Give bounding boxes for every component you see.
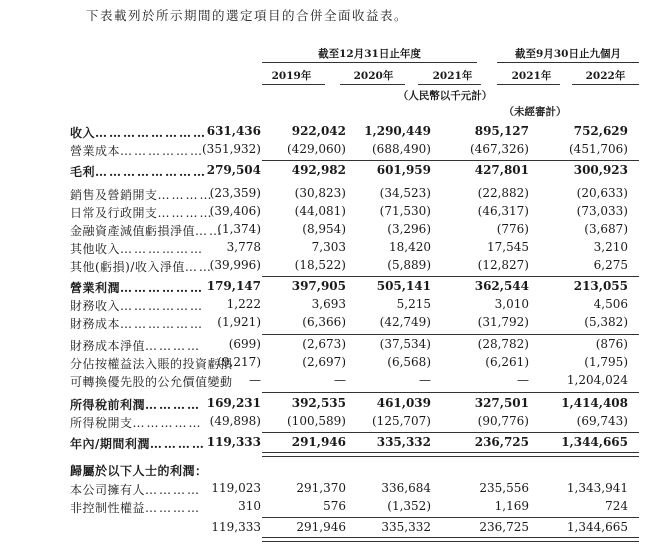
cell-value: 179,147 xyxy=(206,279,261,293)
row-label: 日常及行政開支………… xyxy=(70,206,214,220)
table-row-attributable-heading xyxy=(0,462,656,480)
cell-value: (3,687) xyxy=(584,222,628,236)
row-label: 銷售及營銷開支………… xyxy=(70,188,214,202)
cell-value: 576 xyxy=(323,499,346,513)
cell-value: (2,697) xyxy=(302,355,346,369)
row-label: 所得稅前利潤………… xyxy=(70,398,202,412)
cell-value: 5,215 xyxy=(396,297,431,311)
cell-value: (3,296) xyxy=(387,222,431,236)
cell-value: 1,414,408 xyxy=(561,396,628,410)
table-row-selling-expenses xyxy=(0,186,656,204)
header-group-year-ended: 截至12月31日止年度 xyxy=(318,48,421,60)
cell-value: 427,801 xyxy=(474,163,529,177)
cell-value: 291,946 xyxy=(296,520,346,534)
cell-value: (6,261) xyxy=(485,355,529,369)
table-row-non-controlling xyxy=(0,499,656,517)
header-underline-2021 xyxy=(418,84,481,85)
cell-value: 18,420 xyxy=(389,240,431,254)
cell-value: 492,982 xyxy=(291,163,346,177)
table-row-cost-of-sales xyxy=(0,142,656,160)
unit-note: （人民幣以千元計） xyxy=(397,90,493,102)
cell-value: 4,506 xyxy=(593,297,628,311)
cell-value: (34,523) xyxy=(379,186,431,200)
cell-value: 336,684 xyxy=(381,481,431,495)
cell-value: 236,725 xyxy=(474,435,529,449)
cell-value: 7,303 xyxy=(311,240,346,254)
cell-value: 1,222 xyxy=(226,297,261,311)
cell-value: (12,827) xyxy=(477,258,529,272)
table-row-finance-income xyxy=(0,297,656,315)
header-underline-2022 xyxy=(572,84,639,85)
row-label: 分佔按權益法入賬的投資虧損 xyxy=(70,357,233,371)
cell-value: — xyxy=(334,373,346,387)
cell-value: 213,055 xyxy=(573,279,628,293)
cell-value: (28,782) xyxy=(477,337,529,351)
cell-value: 291,370 xyxy=(296,481,346,495)
header-underline-2019 xyxy=(262,84,325,85)
row-label: 其他收入……………… xyxy=(70,242,205,256)
cell-value: — xyxy=(517,373,529,387)
table-row-share-of-losses xyxy=(0,355,656,373)
cell-value: (69,743) xyxy=(576,414,628,428)
cell-value: 300,923 xyxy=(573,163,628,177)
cell-value: (1,374) xyxy=(217,222,261,236)
cell-value: 3,778 xyxy=(226,240,261,254)
row-label: 收入…………………… xyxy=(70,126,208,140)
cell-value: 1,204,024 xyxy=(566,373,628,387)
cell-value: 1,343,941 xyxy=(566,481,628,495)
cell-value: (23,359) xyxy=(209,186,261,200)
header-group-1-underline xyxy=(262,62,477,63)
header-underline-2021-nm xyxy=(497,84,560,85)
cell-value: (39,406) xyxy=(209,204,261,218)
cell-value: (776) xyxy=(496,222,529,236)
row-label: 可轉換優先股的公允價值變動 xyxy=(70,375,233,389)
cell-value: 505,141 xyxy=(376,279,431,293)
table-row-other-income xyxy=(0,240,656,258)
cell-value: (876) xyxy=(595,337,628,351)
subtotal-rule-3 xyxy=(262,334,639,335)
cell-value: 291,946 xyxy=(291,435,346,449)
total-double-rule-2 xyxy=(262,537,639,542)
row-label: 年內/期間利潤………… xyxy=(70,437,206,451)
row-label: 本公司擁有人………… xyxy=(70,483,202,497)
table-row-total-attributable xyxy=(0,520,656,538)
cell-value: (451,706) xyxy=(569,142,628,156)
cell-value: 17,545 xyxy=(487,240,529,254)
cell-value: (6,366) xyxy=(302,315,346,329)
cell-value: 119,333 xyxy=(206,435,261,449)
cell-value: (6,568) xyxy=(387,355,431,369)
row-label: 其他(虧損)/收入淨值…… xyxy=(70,260,213,274)
cell-value: 236,725 xyxy=(479,520,529,534)
cell-value: (5,382) xyxy=(584,315,628,329)
table-row-other-losses xyxy=(0,258,656,276)
total-double-rule-1 xyxy=(262,452,639,457)
cell-value: 461,039 xyxy=(376,396,431,410)
cell-value: (46,317) xyxy=(477,204,529,218)
cell-value: (49,898) xyxy=(209,414,261,428)
cell-value: 6,275 xyxy=(593,258,628,272)
subtotal-rule-5 xyxy=(262,432,639,433)
row-label: 毛利…………………… xyxy=(70,165,208,179)
header-year-2019: 2019年 xyxy=(271,70,312,82)
table-row-admin-expenses xyxy=(0,204,656,222)
cell-value: (9,217) xyxy=(217,355,261,369)
cell-value: 235,556 xyxy=(479,481,529,495)
subtotal-rule-1 xyxy=(262,160,639,161)
cell-value: (100,589) xyxy=(287,414,346,428)
cell-value: 631,436 xyxy=(206,124,261,138)
cell-value: 1,290,449 xyxy=(364,124,431,138)
table-row-fair-value-changes xyxy=(0,373,656,391)
cell-value: (73,033) xyxy=(576,204,628,218)
table-row-operating-profit xyxy=(0,279,656,297)
cell-value: — xyxy=(249,373,261,387)
cell-value: (1,795) xyxy=(584,355,628,369)
unaudited-note: （未經審計） xyxy=(503,106,567,118)
table-row-net-finance-costs xyxy=(0,337,656,355)
cell-value: 392,535 xyxy=(291,396,346,410)
cell-value: 724 xyxy=(605,499,628,513)
cell-value: 1,344,665 xyxy=(561,435,628,449)
row-label: 非控制性權益………… xyxy=(70,501,202,515)
row-label: 金融資產減值虧損淨值…… xyxy=(70,224,224,238)
subtotal-rule-2 xyxy=(262,276,639,277)
header-underline-2020 xyxy=(340,84,405,85)
cell-value: (467,326) xyxy=(470,142,529,156)
cell-value: (31,792) xyxy=(477,315,529,329)
cell-value: (2,673) xyxy=(302,337,346,351)
row-label: 營業利潤……………… xyxy=(70,281,205,295)
cell-value: (125,707) xyxy=(372,414,431,428)
intro-text: 下表載列於所示期間的選定項目的合併全面收益表。 xyxy=(86,8,409,23)
cell-value: (351,932) xyxy=(202,142,261,156)
cell-value: 752,629 xyxy=(573,124,628,138)
cell-value: 601,959 xyxy=(376,163,431,177)
cell-value: (39,996) xyxy=(209,258,261,272)
cell-value: (90,776) xyxy=(477,414,529,428)
cell-value: 922,042 xyxy=(291,124,346,138)
table-row-profit-before-tax xyxy=(0,396,656,414)
row-label: 歸屬於以下人士的利潤： xyxy=(70,464,208,478)
cell-value: (22,882) xyxy=(477,186,529,200)
row-label: 所得稅開支…………… xyxy=(70,416,203,430)
table-row-finance-costs xyxy=(0,315,656,333)
cell-value: (688,490) xyxy=(372,142,431,156)
row-label: 營業成本……………… xyxy=(70,144,205,158)
cell-value: (699) xyxy=(228,337,261,351)
cell-value: 3,693 xyxy=(311,297,346,311)
header-year-2021: 2021年 xyxy=(432,70,473,82)
cell-value: 397,905 xyxy=(291,279,346,293)
cell-value: 895,127 xyxy=(474,124,529,138)
subtotal-rule-6 xyxy=(262,517,639,518)
cell-value: (1,921) xyxy=(217,315,261,329)
cell-value: 1,169 xyxy=(494,499,529,513)
row-label: 財務成本淨值………… xyxy=(70,339,202,353)
cell-value: (42,749) xyxy=(379,315,431,329)
subtotal-rule-4 xyxy=(262,392,639,393)
cell-value: (44,081) xyxy=(294,204,346,218)
cell-value: (429,060) xyxy=(287,142,346,156)
table-row-gross-profit xyxy=(0,163,656,181)
header-group-nine-months: 截至9月30日止九個月 xyxy=(515,48,621,60)
cell-value: (37,534) xyxy=(379,337,431,351)
cell-value: (30,823) xyxy=(294,186,346,200)
table-row-income-tax xyxy=(0,414,656,432)
cell-value: 310 xyxy=(238,499,261,513)
row-label: 財務成本……………… xyxy=(70,317,205,331)
header-year-2020: 2020年 xyxy=(353,70,394,82)
cell-value: 3,210 xyxy=(593,240,628,254)
cell-value: 335,332 xyxy=(381,520,431,534)
cell-value: 169,231 xyxy=(206,396,261,410)
cell-value: 327,501 xyxy=(474,396,529,410)
cell-value: 119,023 xyxy=(211,481,261,495)
cell-value: (20,633) xyxy=(576,186,628,200)
cell-value: (1,352) xyxy=(387,499,431,513)
cell-value: 362,544 xyxy=(474,279,529,293)
cell-value: (71,530) xyxy=(379,204,431,218)
header-group-2-underline xyxy=(497,62,639,63)
cell-value: (8,954) xyxy=(302,222,346,236)
cell-value: 1,344,665 xyxy=(566,520,628,534)
header-year-2022: 2022年 xyxy=(585,70,626,82)
cell-value: (5,889) xyxy=(387,258,431,272)
cell-value: 3,010 xyxy=(494,297,529,311)
cell-value: 279,504 xyxy=(206,163,261,177)
table-row-revenue xyxy=(0,124,656,142)
cell-value: 335,332 xyxy=(376,435,431,449)
table-row-owners-of-company xyxy=(0,481,656,499)
row-label: 財務收入……………… xyxy=(70,299,205,313)
cell-value: 119,333 xyxy=(211,520,261,534)
cell-value: (18,522) xyxy=(294,258,346,272)
header-year-2021-nine-months: 2021年 xyxy=(511,70,552,82)
table-row-impairment-losses xyxy=(0,222,656,240)
table-row-profit-for-period xyxy=(0,435,656,453)
cell-value: — xyxy=(419,373,431,387)
